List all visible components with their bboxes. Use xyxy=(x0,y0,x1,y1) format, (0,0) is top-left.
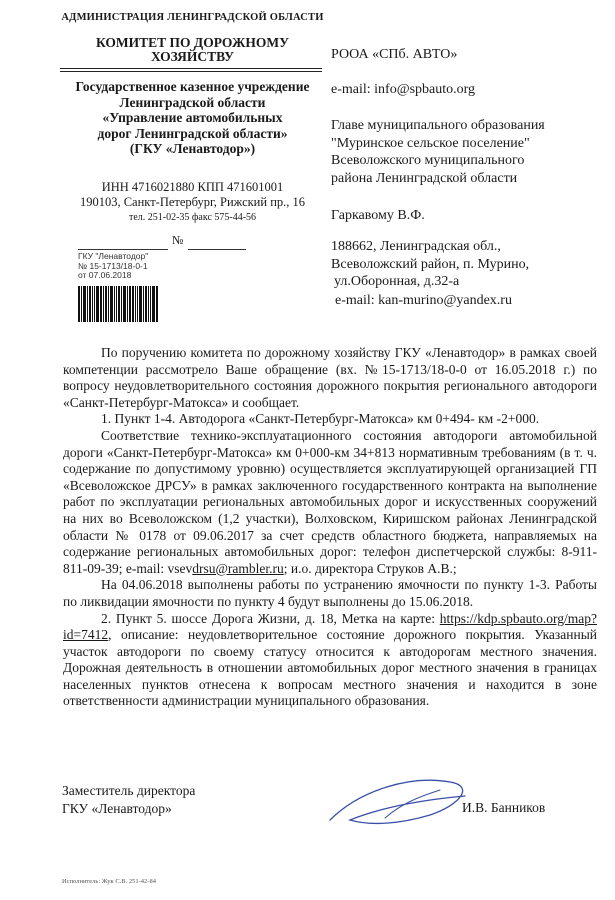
addressee-title-line: "Муринское сельское поселение" xyxy=(331,135,530,151)
committee-line: КОМИТЕТ ПО ДОРОЖНОМУ xyxy=(95,35,290,50)
body-paragraph xyxy=(63,611,597,711)
body-paragraph: На 04.06.2018 выполнены работы по устранению ямочности по пункту 1-3. Работы по ликвидации ямочности по пункту 4 будут выполнены до 15.06.2018. xyxy=(63,577,597,609)
institution-line: (ГКУ «Ленавтодор») xyxy=(129,141,256,156)
barcode xyxy=(78,286,174,322)
contractor-email[interactable]: drsu@rambler.ru xyxy=(192,560,284,576)
issuer-phone: тел. 251-02-35 факс 575-44-56 xyxy=(128,212,257,223)
stamp-line: от 07.06.2018 xyxy=(78,270,132,280)
date-field-line xyxy=(78,249,168,250)
signer-position xyxy=(62,782,195,818)
addressee-title-line: Главе муниципального образования xyxy=(331,118,545,133)
number-sign: № xyxy=(172,233,184,247)
institution-line: Государственное казенное учреждение xyxy=(75,79,310,94)
paragraph-text: Соответствие технико-эксплуатационного состояния автодороги автомобильной дороги «Санкт-Петербург-Матокса» км 0+000-км 34+813 нормативным требованиям (в т. ч. содержание по допустимому уровню) осуществляется эксплуатирующей организацией ГП «Всеволожское ДРСУ» в рамках заключенного государственного контракта на выполнение работ по эксплуатации региональных автомобильных дорог и искусственных сооружений на них во Всеволожском (1,2 участки), Волховском, Киришском районах Ленинградской области № 0178 от 09.06.2017 за счет средств областного бюджета, направляемых на содержание региональных автомобильных дорог: телефон диспетчерской службы: 8-911-811-09-39; e-mail: vsev xyxy=(63,427,597,576)
executor-note: Исполнитель: Жук С.В. 251-42-84 xyxy=(62,878,156,885)
signer-position-line: ГКУ «Ленавтодор» xyxy=(62,801,172,816)
letter-body xyxy=(63,345,597,710)
stamp-line: № 15-1713/18-0-1 xyxy=(78,260,148,271)
body-paragraph xyxy=(63,428,597,577)
institution-line: дорог Ленинградской области» xyxy=(97,125,288,141)
postal-line: ул.Оборонная, д.32-а xyxy=(334,274,460,289)
issuer-details xyxy=(0,180,385,225)
header-divider xyxy=(60,71,322,72)
addressee-title xyxy=(331,117,545,187)
stamp-line: ГКУ "Ленавтодор" xyxy=(78,251,149,261)
signer-name: И.В. Банников xyxy=(462,800,546,815)
addressee-organization: РООА «СПб. АВТО» xyxy=(331,47,458,62)
body-paragraph: 1. Пункт 1-4. Автодорога «Санкт-Петербург-Матокса» км 0+494- км -2+000. xyxy=(101,411,540,427)
postal-line: 188662, Ленинградская обл., xyxy=(331,239,501,254)
body-paragraph: По поручению комитета по дорожному хозяйству ГКУ «Ленавтодор» в рамках своей компетенции рассмотрело Ваше обращение (вх. №15-1713/18-0-0 от 16.05.2018 г.) по вопросу неудовлетворительного состояния дорожного покрытия регионального автодороги «Санкт-Петербург-Матокса» и сообщает. xyxy=(63,345,597,410)
addressee-name: Гаркавому В.Ф. xyxy=(331,208,425,223)
addressee-title-line: района Ленинградской области xyxy=(331,170,518,186)
addressee-title-line: Всеволожского муниципального xyxy=(331,153,525,168)
paragraph-text: ; и.о. директора Струков А.В.; xyxy=(283,560,457,576)
paragraph-text: , описание: неудовлетворительное состояние дорожного покрытия. Указанный участок автодороги по своему статусу относится к автодорогам местного значения. Дорожная деятельность в отношении автомобильных дорог местного значения в границах населенных пунктов отнесена к вопросам местного значения и находится в зоне ответственности администрации муниципального образования. xyxy=(63,627,597,709)
addressee-email: e-mail: kan-murino@yandex.ru xyxy=(335,293,512,308)
addressee-postal xyxy=(331,238,529,291)
institution-line: «Управление автомобильных xyxy=(102,110,283,125)
signer-position-line: Заместитель директора xyxy=(62,783,196,798)
institution-line: Ленинградской области xyxy=(119,94,266,110)
handwritten-signature xyxy=(290,760,490,850)
number-field-line xyxy=(188,249,246,250)
issuer-administration: АДМИНИСТРАЦИЯ ЛЕНИНГРАДСКОЙ ОБЛАСТИ xyxy=(61,12,324,23)
header-divider xyxy=(60,68,322,69)
addressee-org-email: e-mail: info@spbauto.org xyxy=(331,82,476,97)
inn-kpp: ИНН 4716021880 КПП 471601001 xyxy=(101,180,284,194)
paragraph-text: 2. Пункт 5. шоссе Дорога Жизни, д. 18, Метка на карте: xyxy=(101,610,440,626)
issuer-committee xyxy=(0,36,385,64)
issuer-institution xyxy=(0,79,385,157)
issuer-address: 190103, Санкт-Петербург, Рижский пр., 16 xyxy=(79,195,306,209)
registration-stamp xyxy=(78,252,180,281)
committee-line: ХОЗЯЙСТВУ xyxy=(151,49,234,64)
postal-line: Всеволожский район, п. Мурино, xyxy=(331,256,530,272)
map-link[interactable]: https://kdp.spbauto.org/map?id=7412 xyxy=(63,610,597,643)
